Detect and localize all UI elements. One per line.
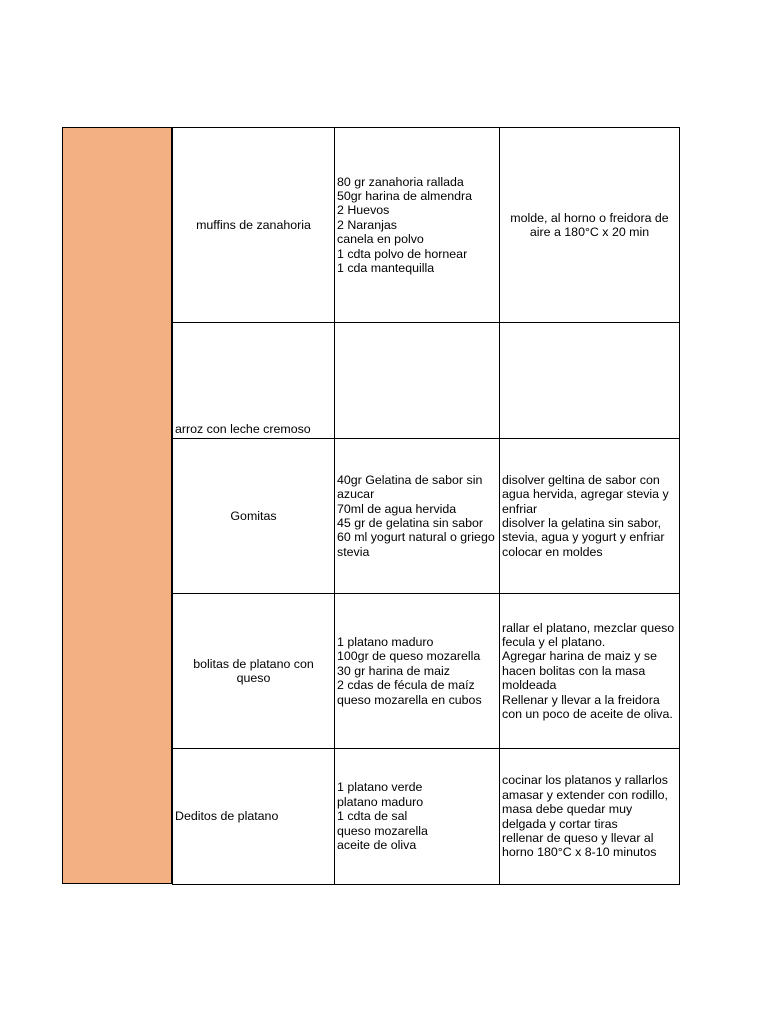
ingredients-cell (335, 323, 500, 439)
ingredients-cell (335, 128, 500, 323)
recipe-name: bolitas de platano con queso (193, 656, 314, 685)
recipe-name-cell (173, 323, 335, 439)
recipe-name-cell (173, 128, 335, 323)
ingredient-line: 50gr harina de almendra (337, 188, 473, 203)
preparation-line: amasar y extender con rodillo, masa debe quedar muy delgada y cortar tiras (502, 787, 668, 831)
ingredient-line: queso mozarella en cubos (337, 692, 482, 707)
ingredient-line: 1 cdta polvo de hornear (337, 246, 468, 261)
ingredient-line: canela en polvo (337, 232, 424, 247)
ingredient-line: queso mozarella (337, 823, 428, 838)
table-row (173, 323, 680, 439)
recipe-name-cell (173, 594, 335, 749)
ingredient-line: 40gr Gelatina de sabor sin azucar (337, 472, 483, 502)
preparation-cell (500, 323, 680, 439)
preparation-line: disolver geltina de sabor con agua hervida, agregar stevia y enfriar (502, 472, 669, 516)
recipe-name: muffins de zanahoria (196, 217, 311, 232)
preparation-line: molde, al horno o freidora de aire a 180°C x 20 min (510, 210, 669, 239)
preparation-line: cocinar los platanos y rallarlos (502, 773, 668, 788)
ingredient-line: 45 gr de gelatina sin sabor (337, 516, 484, 530)
ingredient-line: 100gr de queso mozarella (337, 649, 481, 664)
recipe-table (172, 127, 680, 885)
table-row (173, 749, 680, 885)
ingredient-line: 60 ml yogurt natural o griego (337, 530, 495, 545)
preparation-line: rallar el platano, mezclar queso fecula y el platano. (502, 620, 675, 649)
table-row (173, 594, 680, 749)
preparation-cell (500, 749, 680, 885)
preparation-cell (500, 439, 680, 594)
category-color-column (62, 127, 172, 884)
ingredient-line: 80 gr zanahoria rallada (337, 174, 464, 189)
recipe-name-cell (173, 439, 335, 594)
ingredient-line: stevia (337, 544, 370, 559)
preparation-cell (500, 594, 680, 749)
ingredient-line: platano maduro (337, 794, 424, 809)
recipe-sheet (62, 127, 679, 884)
preparation-line: colocar en moldes (502, 544, 603, 559)
recipe-name: arroz con leche cremoso (175, 421, 311, 436)
ingredients-cell (335, 439, 500, 594)
ingredient-line: 1 platano maduro (337, 634, 434, 649)
preparation-line: disolver la gelatina sin sabor, stevia, agua y yogurt y enfriar (502, 516, 665, 545)
recipe-name-cell (173, 749, 335, 885)
ingredient-line: 1 cda mantequilla (337, 261, 435, 276)
ingredient-line: 2 Naranjas (337, 217, 397, 232)
recipe-name: Deditos de platano (175, 809, 279, 824)
preparation-cell (500, 128, 680, 323)
ingredient-line: 2 cdas de fécula de maíz (337, 678, 475, 693)
ingredient-line: aceite de oliva (337, 838, 417, 853)
ingredients-cell (335, 749, 500, 885)
preparation-line: Rellenar y llevar a la freidora con un poco de aceite de oliva. (502, 692, 673, 722)
ingredient-line: 2 Huevos (337, 203, 390, 218)
ingredient-line: 1 platano verde (337, 780, 423, 795)
preparation-line: Agregar harina de maiz y se hacen bolitas con la masa moldeada (502, 649, 657, 693)
ingredient-line: 70ml de agua hervida (337, 501, 457, 516)
table-row (173, 128, 680, 323)
recipe-name: Gomitas (230, 508, 277, 523)
table-row (173, 439, 680, 594)
ingredients-cell (335, 594, 500, 749)
preparation-line: rellenar de queso y llevar al horno 180°C x 8-10 minutos (502, 830, 657, 860)
ingredient-line: 1 cdta de sal (337, 809, 408, 824)
ingredient-line: 30 gr harina de maiz (337, 663, 450, 678)
